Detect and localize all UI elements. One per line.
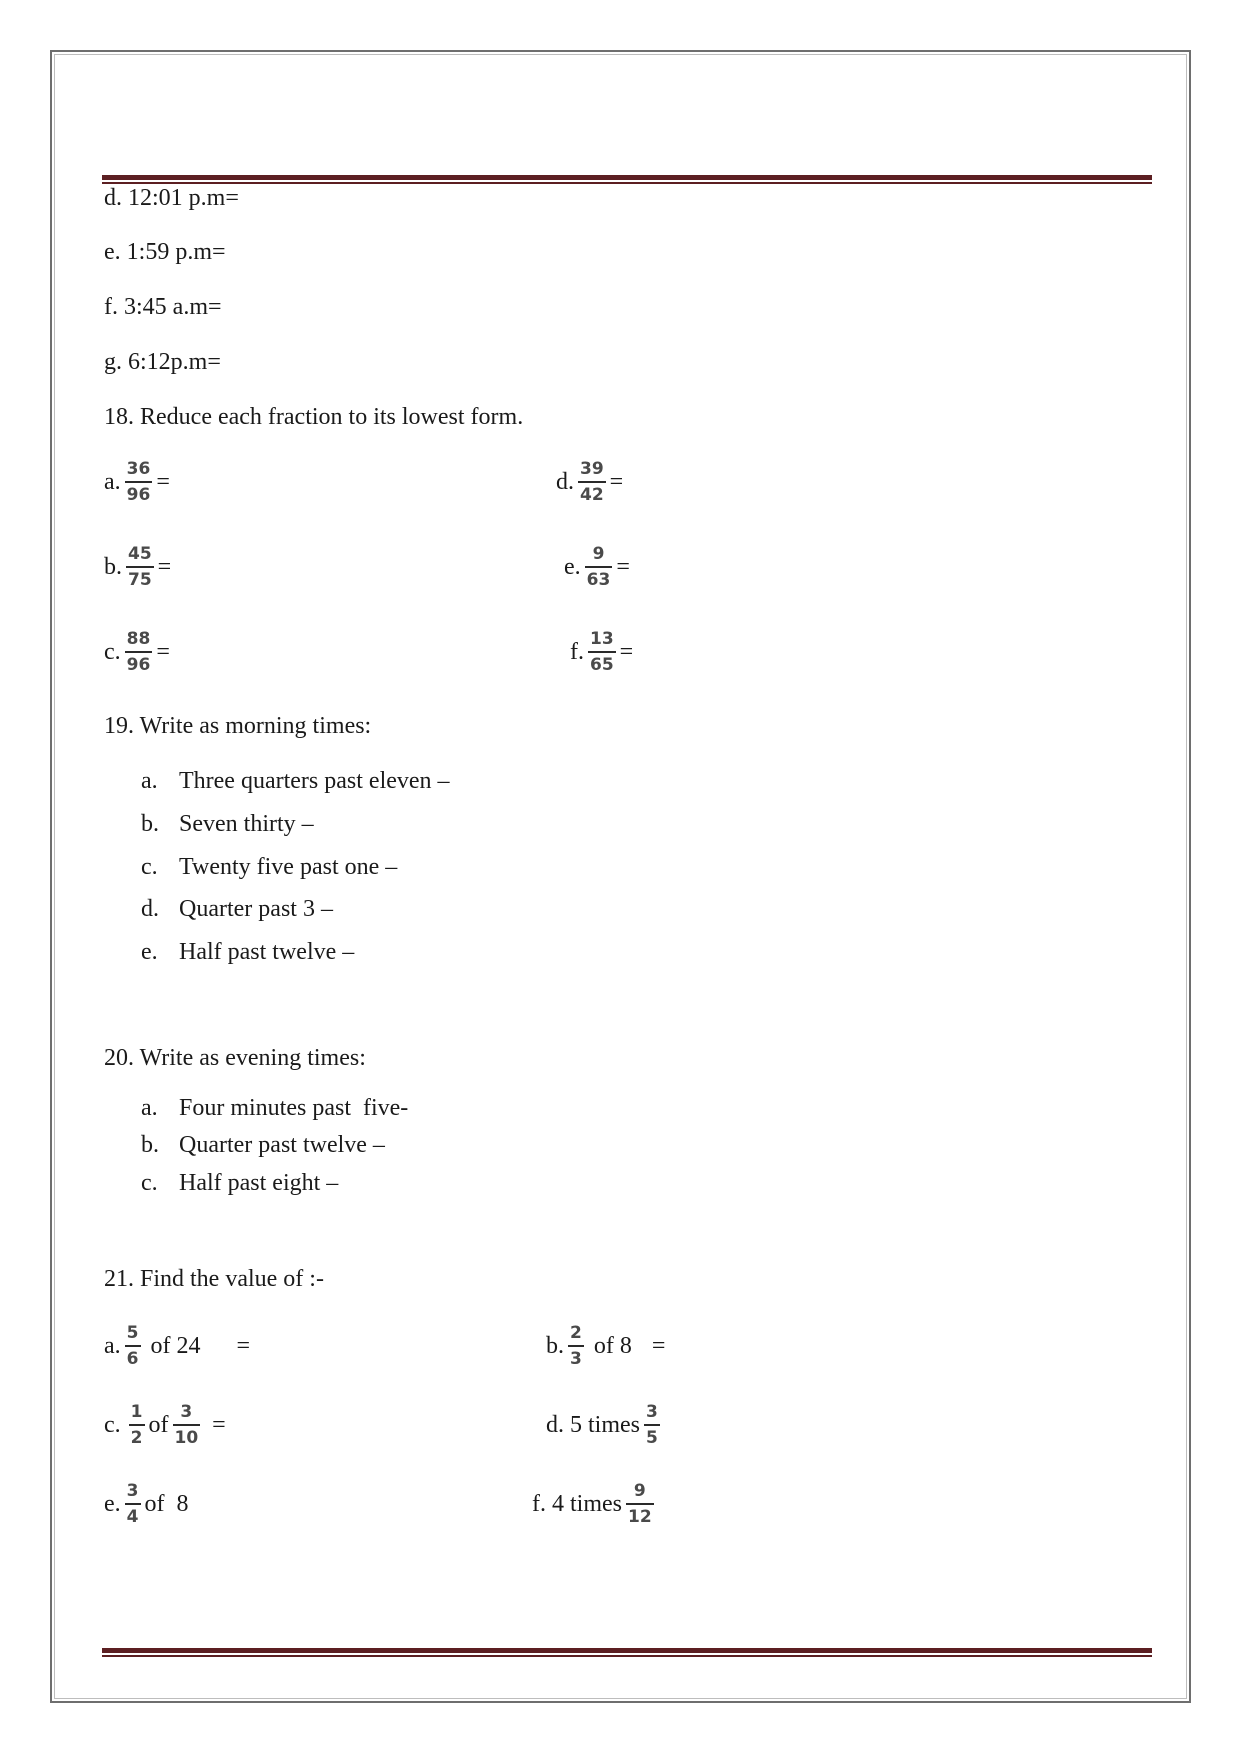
- item-text: of 8: [144, 1490, 189, 1517]
- numerator: 39: [580, 459, 604, 480]
- denominator: 10: [174, 1427, 199, 1448]
- time-item-e: e. 1:59 p.m=: [104, 239, 226, 265]
- numerator: 45: [128, 544, 152, 565]
- q18-item-a: [104, 452, 170, 512]
- equals-sign: =: [651, 1332, 666, 1359]
- q21-item-c: [104, 1395, 226, 1455]
- equals-sign: =: [609, 468, 624, 495]
- q18-item-e: [564, 537, 630, 597]
- q21-item-e: [104, 1474, 189, 1534]
- numerator: 3: [646, 1402, 658, 1423]
- fraction: [125, 629, 153, 675]
- denominator: 75: [128, 569, 152, 590]
- denominator: 3: [570, 1348, 582, 1369]
- equals-sign: =: [157, 553, 172, 580]
- item-label: c.: [104, 638, 121, 665]
- denominator: 65: [590, 654, 614, 675]
- list-item: [141, 1169, 338, 1197]
- fraction: [626, 1481, 654, 1527]
- numerator: 9: [633, 1481, 646, 1502]
- item-label: d.: [556, 468, 574, 495]
- fraction: [568, 1323, 584, 1369]
- q21-item-f: [532, 1474, 658, 1534]
- item-label: d. 5 times: [546, 1411, 640, 1438]
- numerator: 13: [590, 629, 614, 650]
- denominator: 4: [126, 1506, 139, 1527]
- fraction: [585, 544, 613, 590]
- list-marker: b.: [141, 1132, 159, 1158]
- question-18-title: 18. Reduce each fraction to its lowest form.: [104, 404, 524, 430]
- list-item-text: Half past eight –: [179, 1170, 339, 1196]
- list-marker: c.: [141, 1170, 158, 1196]
- fraction: [588, 629, 616, 675]
- question-20-title: 20. Write as evening times:: [104, 1045, 366, 1071]
- item-text: of 8: [593, 1332, 632, 1359]
- equals-sign: =: [156, 638, 170, 665]
- fraction: [173, 1402, 201, 1448]
- list-item: [141, 938, 354, 966]
- fraction: [125, 1481, 141, 1527]
- item-text: of 24: [150, 1332, 201, 1359]
- list-marker: e.: [141, 939, 158, 965]
- list-item-text: Seven thirty –: [179, 811, 314, 837]
- item-label: f.: [570, 638, 584, 665]
- footer-rule: [102, 1648, 1152, 1657]
- list-item: [141, 1094, 408, 1122]
- denominator: 12: [628, 1506, 652, 1527]
- item-label: a.: [104, 1332, 121, 1359]
- equals-sign: =: [156, 468, 170, 495]
- numerator: 9: [592, 544, 605, 565]
- list-item: [141, 810, 314, 838]
- numerator: 3: [126, 1481, 139, 1502]
- list-item-text: Quarter past 3 –: [179, 896, 333, 922]
- list-marker: b.: [141, 811, 159, 837]
- question-21-title: 21. Find the value of :-: [104, 1266, 324, 1292]
- item-label: e.: [104, 1490, 121, 1517]
- denominator: 96: [126, 484, 151, 505]
- list-item: [141, 767, 450, 795]
- q18-item-d: [556, 452, 623, 512]
- equals-sign: =: [236, 1332, 251, 1359]
- q21-item-d: [546, 1395, 664, 1455]
- q18-item-c: [104, 622, 170, 682]
- fraction: [644, 1402, 660, 1448]
- denominator: 42: [580, 484, 604, 505]
- time-item-g: g. 6:12p.m=: [104, 349, 221, 375]
- list-item: [141, 1131, 385, 1159]
- list-item-text: Three quarters past eleven –: [179, 768, 450, 794]
- denominator: 96: [126, 654, 151, 675]
- list-marker: a.: [141, 1095, 158, 1121]
- list-item: [141, 895, 333, 923]
- numerator: 88: [126, 629, 151, 650]
- time-item-f: f. 3:45 a.m=: [104, 294, 222, 320]
- fraction: [129, 1402, 145, 1448]
- numerator: 2: [570, 1323, 582, 1344]
- fraction: [578, 459, 606, 505]
- denominator: 63: [586, 569, 611, 590]
- item-label: b.: [546, 1332, 564, 1359]
- equals-sign: =: [616, 553, 630, 580]
- denominator: 6: [126, 1348, 139, 1369]
- numerator: 36: [126, 459, 151, 480]
- item-label: c.: [104, 1411, 121, 1438]
- item-label: a.: [104, 468, 121, 495]
- fraction: [125, 1323, 141, 1369]
- q18-item-f: [570, 622, 633, 682]
- equals-sign: =: [212, 1411, 226, 1438]
- equals-sign: =: [619, 638, 634, 665]
- numerator: 1: [130, 1402, 143, 1423]
- denominator: 2: [130, 1427, 143, 1448]
- list-item-text: Twenty five past one –: [179, 854, 398, 880]
- item-label: f. 4 times: [532, 1490, 622, 1517]
- list-item-text: Half past twelve –: [179, 939, 355, 965]
- list-item: [141, 853, 397, 881]
- list-item-text: Four minutes past five-: [179, 1095, 409, 1121]
- list-marker: d.: [141, 896, 159, 922]
- denominator: 5: [646, 1427, 658, 1448]
- list-marker: a.: [141, 768, 158, 794]
- q21-item-b: [546, 1316, 665, 1376]
- fraction: [126, 544, 154, 590]
- question-19-title: 19. Write as morning times:: [104, 713, 372, 739]
- item-label: e.: [564, 553, 581, 580]
- list-item-text: Quarter past twelve –: [179, 1132, 385, 1158]
- time-item-d: d. 12:01 p.m=: [104, 185, 239, 211]
- header-rule: [102, 175, 1152, 184]
- numerator: 5: [126, 1323, 139, 1344]
- of-word: of: [148, 1411, 169, 1438]
- fraction: [125, 459, 153, 505]
- list-marker: c.: [141, 854, 158, 880]
- numerator: 3: [180, 1402, 193, 1423]
- item-label: b.: [104, 553, 122, 580]
- q18-item-b: [104, 537, 171, 597]
- q21-item-a: [104, 1316, 250, 1376]
